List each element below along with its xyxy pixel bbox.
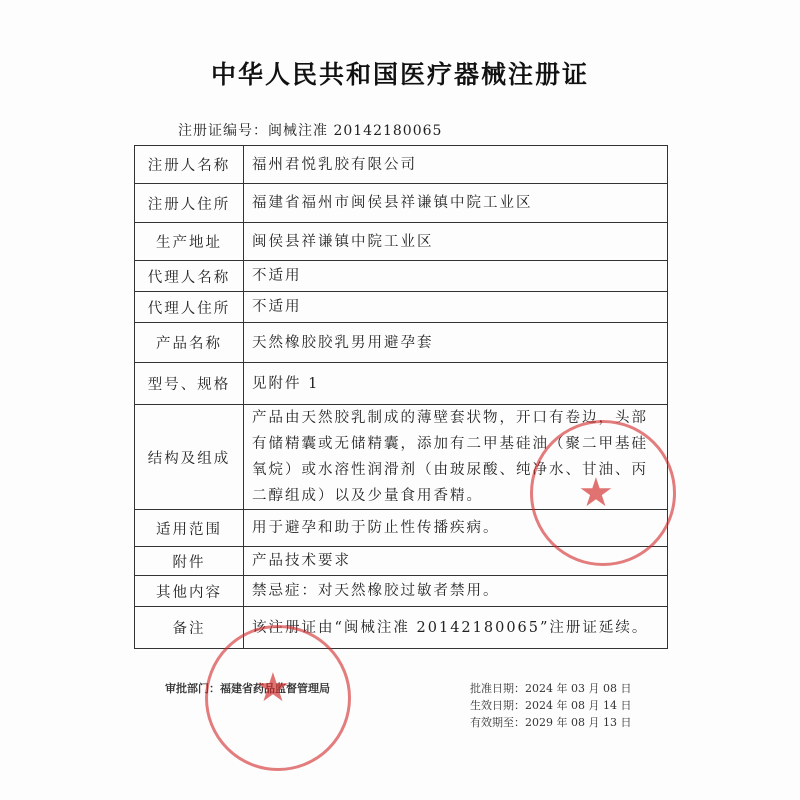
table-row: [135, 576, 668, 607]
field-value: 福建省福州市闽侯县祥谦镇中院工业区: [244, 184, 668, 223]
field-value: 闽侯县祥谦镇中院工业区: [244, 223, 668, 261]
field-label: 其他内容: [135, 576, 244, 607]
document-title: 中华人民共和国医疗器械注册证: [210, 60, 589, 89]
approval-department: 审批部门：福建省药品监督管理局: [165, 682, 330, 695]
table-row: [135, 363, 668, 405]
field-label: 注册人住所: [135, 184, 244, 223]
field-value: 福州君悦乳胶有限公司: [244, 146, 668, 184]
table-row: [135, 292, 668, 323]
field-label: 备注: [135, 607, 244, 649]
field-value: 禁忌症：对天然橡胶过敏者禁用。: [244, 576, 668, 607]
field-value: 天然橡胶胶乳男用避孕套: [244, 323, 668, 363]
effective-date: 生效日期：2024 年 08 月 14 日: [470, 699, 632, 712]
expiry-date: 有效期至：2029 年 08 月 13 日: [470, 716, 632, 729]
field-label: 产品名称: [135, 323, 244, 363]
seal-star-icon: ★: [255, 665, 291, 711]
field-label: 附件: [135, 547, 244, 576]
table-row: [135, 223, 668, 261]
table-row: [135, 146, 668, 184]
dates-block: [470, 680, 631, 731]
field-value: 见附件 1: [244, 363, 668, 405]
field-label: 型号、规格: [135, 363, 244, 405]
field-label: 适用范围: [135, 510, 244, 547]
certificate-table: [134, 145, 668, 649]
field-value: 该注册证由“闽械注准 20142180065”注册证延续。: [244, 607, 668, 649]
field-label: 代理人住所: [135, 292, 244, 323]
field-value: 产品技术要求: [244, 547, 668, 576]
field-value: 不适用: [244, 292, 668, 323]
field-value: 不适用: [244, 261, 668, 292]
table-row: [135, 607, 668, 649]
field-label: 结构及组成: [135, 405, 244, 510]
field-label: 生产地址: [135, 223, 244, 261]
table-row: [135, 323, 668, 363]
registration-number: 注册证编号：闽械注准 20142180065: [178, 123, 443, 139]
table-row: [135, 261, 668, 292]
field-value: 产品由天然胶乳制成的薄壁套状物，开口有卷边，头部有储精囊或无储精囊，添加有二甲基硅油（聚二甲基硅氧烷）或水溶性润滑剂（由玻尿酸、纯净水、甘油、丙二醇组成）以及少量食用香精。: [244, 405, 668, 510]
field-label: 代理人名称: [135, 261, 244, 292]
table-row: [135, 184, 668, 223]
field-value: 用于避孕和助于防止性传播疾病。: [244, 510, 668, 547]
field-label: 注册人名称: [135, 146, 244, 184]
approval-date: 批准日期：2024 年 03 月 08 日: [470, 682, 632, 695]
company-seal-star-icon: ★: [578, 470, 614, 516]
